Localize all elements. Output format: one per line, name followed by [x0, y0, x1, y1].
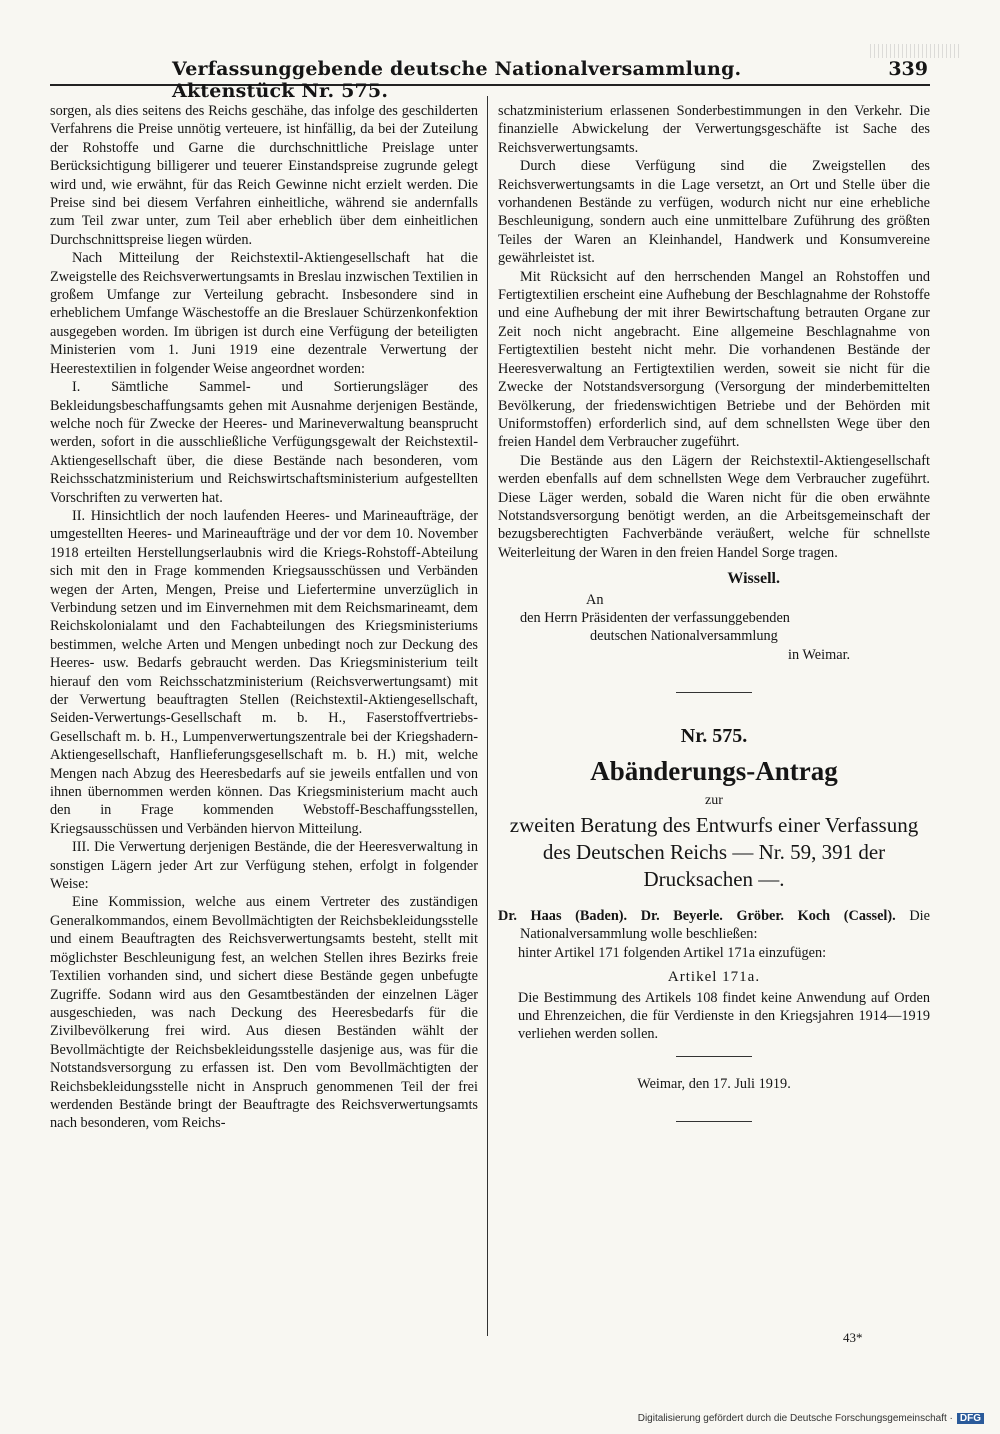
motion-names: Dr. Haas (Baden). Dr. Beyerle. Gröber. Koch (Cassel). [498, 908, 896, 924]
sheet-signature-mark: 43* [843, 1330, 863, 1345]
artikel-text: Die Bestimmung des Artikels 108 findet keine Anwendung auf Orden und Ehrenzeichen, die für Verdienste in den Kriegsjahren 1914—1919 verliehen werden sollen. [518, 989, 930, 1043]
document-title: Abänderungs-Antrag [590, 755, 838, 786]
motion-text: Die Nationalversammlung wolle beschließen: [520, 908, 930, 943]
date-line: Weimar, den 17. Juli 1919. [637, 1075, 791, 1092]
artikel-heading: Artikel 171a. [667, 969, 761, 986]
paragraph: Nach Mitteilung der Reichstextil-Aktiengesellschaft hat die Zweigstelle des Reichsverwertungsamts in Breslau inzwischen Textilien in großem Umfange zur Verteilung gebracht. Insbesondere sind in erheblichem Umfange Wäschestoffe an die Breslauer Schürzenkonfektion ausgegeben worden. Im übrigen ist durch eine Verfügung der beteiligten Ministerien vom 1. Juni 1919 eine dezentrale Verwertung der Heerestextilien in folgender Weise angeordnet worden: [50, 250, 478, 377]
address-line: An [586, 591, 604, 608]
scan-noise [870, 44, 960, 58]
right-column [498, 102, 930, 1122]
section-divider [676, 1056, 752, 1057]
left-column [50, 102, 478, 1133]
motion-paragraph [498, 907, 930, 944]
address-line: deutschen Nationalversammlung [590, 628, 778, 645]
signature: Wissell. [727, 570, 780, 588]
page-header [50, 58, 930, 102]
document-zur: zur [705, 792, 723, 808]
paragraph-item-2: II. Hinsichtlich der noch laufenden Heeres- und Marineaufträge, der umgestellten Heeres- und Marineaufträge und der vor dem 10. November 1918 erteilten Herstellungserlaubnis wird die Kriegs-Rohstoff-Abteilung sich mit den in Frage kommenden Kriegsausschüssen und Verbänden wegen der Arten, Mengen, Preise und Liefertermine unverzüglich in Verbindung setzen und im Einvernehmen mit dem Reichsmarineamt, dem Reichskolonialamt und den Fachabteilungen des Kriegsministeriums bestimmen, welche Arten und Mengen unbedingt noch zur Deckung des Heeres- usw. Bedarfs gebraucht werden. Das Kriegsministerium teilt hierauf den vom Reichsschatzministerium (Reichsverwertungsamt) mit der Verwertung beauftragten Stellen (Reichstextil-Aktiengesellschaft, Seiden-Verwertungs-Gesellschaft m. b. H., Faserstoffvertriebs-Gesellschaft m. b. H., Lumpenverwertungszentrale bei der Kriegshadern-Aktiengesellschaft, Hanflieferungsgesellschaft m. b. H.) mit, welche Mengen nach Abzug des Heeresbedarfs auf sie jeweils entfallen und von ihnen übernommen werden können. Das Kriegsministerium macht auch den in Frage kommenden Webstoff-Beschaffungsstellen, Kriegsausschüssen und Verbänden hiervon Mitteilung. [50, 507, 478, 837]
paragraph: Die Bestände aus den Lägern der Reichstextil-Aktiengesellschaft werden ebenfalls auf dem schnellsten Wege dem Verbraucher zugeführt. Diese Läger werden, sobald die Waren nicht für die oben erwähnte Notstandsversorgung benötigt werden, an die Arbeitsgemeinschaft der bezugsberechtigten Fachverbände veräußert, welche für schnellste Weiterleitung der Waren in den freien Handel Sorge tragen. [498, 452, 930, 561]
section-divider [676, 1121, 752, 1122]
paragraph: sorgen, als dies seitens des Reichs geschähe, das infolge des geschilderten Verfahrens die Preise unnötig verteuere, ist hinfällig, da bei der Zuteilung der Rohstoffe und Garne die durchschnittliche Preislage unter Berücksichtigung billigerer und teuerer Einstandspreise zugrunde gelegt wird und, wie erwähnt, für das Reich Gewinne nicht erzielt werden. Die Preise sind bei diesem Verfahren einheitliche, während sie andernfalls zum Teil zwar unter, zum Teil aber erheblich über dem einheitlichen Durchschnittspreise liegen würden. [50, 103, 478, 248]
dfg-logo: DFG [957, 1413, 984, 1424]
address-line: den Herrn Präsidenten der verfassunggebenden [520, 609, 790, 626]
section-divider [676, 692, 752, 693]
credit-text: Digitalisierung gefördert durch die Deutsche Forschungsgemeinschaft · [637, 1413, 953, 1424]
paragraph-item-3: III. Die Verwertung derjenigen Bestände, die der Heeresverwaltung in sonstigen Lägern jeder Art zur Verfügung stehen, erfolgt in folgender Weise: [50, 839, 478, 893]
paragraph: Durch diese Verfügung sind die Zweigstellen des Reichsverwertungsamts in die Lage versetzt, an Ort und Stelle über die vorhandenen Bestände zu verfügen, wodurch nicht nur eine erhebliche Beschleunigung, sondern auch eine unmittelbare Zuführung des größten Teiles der Waren an Kleinhandel, Handwerk und Konsumvereine gewährleistet ist. [498, 158, 930, 267]
digitization-credit [638, 1413, 984, 1424]
paragraph: schatzministerium erlassenen Sonderbestimmungen in den Verkehr. Die finanzielle Abwickelung der Verwertungsgeschäfte ist Sache des Reichsverwertungsamts. [498, 103, 930, 156]
column-divider [487, 96, 488, 1336]
motion-instruction: hinter Artikel 171 folgenden Artikel 171a einzufügen: [518, 944, 827, 961]
document-subtitle: zweiten Beratung des Entwurfs einer Verfassung des Deutschen Reichs — Nr. 59, 391 der Drucksachen —. [509, 813, 919, 891]
paragraph: Eine Kommission, welche aus einem Vertreter des zuständigen Generalkommandos, einem Bevollmächtigten der Reichsbekleidungsstelle und einem Beauftragten des Reichsverwertungsamts besteht, stellt mit möglichster Beschleunigung fest, an welchen Stellen ihres Bezirks freie Textilien vorhanden sind, und sichert diese Bestände gegen unbefugte Zugriffe. Sodann wird aus den Gesamtbeständen der einzelnen Läger ausgeschieden, was nach Deckung des Heeresbedarfs für die Zivilbevölkerung frei wird. Aus diesen Beständen wählt der Bevollmächtigte der Reichsbekleidungsstelle dasjenige aus, was für die Notstandsversorgung zu erfassen ist. Den vom Bevollmächtigten der Reichsbekleidungsstelle nicht in Anspruch genommenen Teil der frei werdenden Bestände bringt der Beauftragte des Reichsverwertungsamts nach besonderen, vom Reichs- [50, 894, 478, 1132]
paragraph-item-1: I. Sämtliche Sammel- und Sortierungsläger des Bekleidungsbeschaffungsamts gehen mit Ausnahme derjenigen Bestände, welche noch für Zwecke der Heeres- und Marineverwaltung beansprucht werden, sofort in die ausschließliche Verfügungsgewalt der Reichstextil-Aktiengesellschaft über, die diese Bestände nach besonderen, vom Reichsschatzministerium und Reichswirtschaftsministerium aufgestellten Vorschriften zu verwerten hat. [50, 379, 478, 506]
page-number: 339 [888, 58, 928, 80]
paragraph: Mit Rücksicht auf den herrschenden Mangel an Rohstoffen und Fertigtextilien erscheint eine Aufhebung der Beschlagnahme der Rohstoffe und eine Aufhebung der mit ihrer Bewirtschaftung betrauten Organe zur Zeit noch nicht angebracht. Eine allgemeine Beschlagnahme von Fertigtextilien besteht nicht mehr. Die vorhandenen Bestände der Heeresverwaltung an Fertigtextilien werden, soweit sie nicht für die Zwecke der Notstandsversorgung (Versorgung der minderbemittelten Bevölkerung, der friedenswichtigen Betriebe und der Behörden mit Uniformstoffen) erforderlich sind, auf dem schnellsten Wege über den freien Handel dem Verbraucher zugeführt. [498, 268, 930, 451]
address-line: in Weimar. [788, 646, 851, 663]
header-title: Verfassunggebende deutsche Nationalversammlung. Aktenstück Nr. 575. [172, 58, 742, 102]
document-number: Nr. 575. [680, 725, 748, 748]
